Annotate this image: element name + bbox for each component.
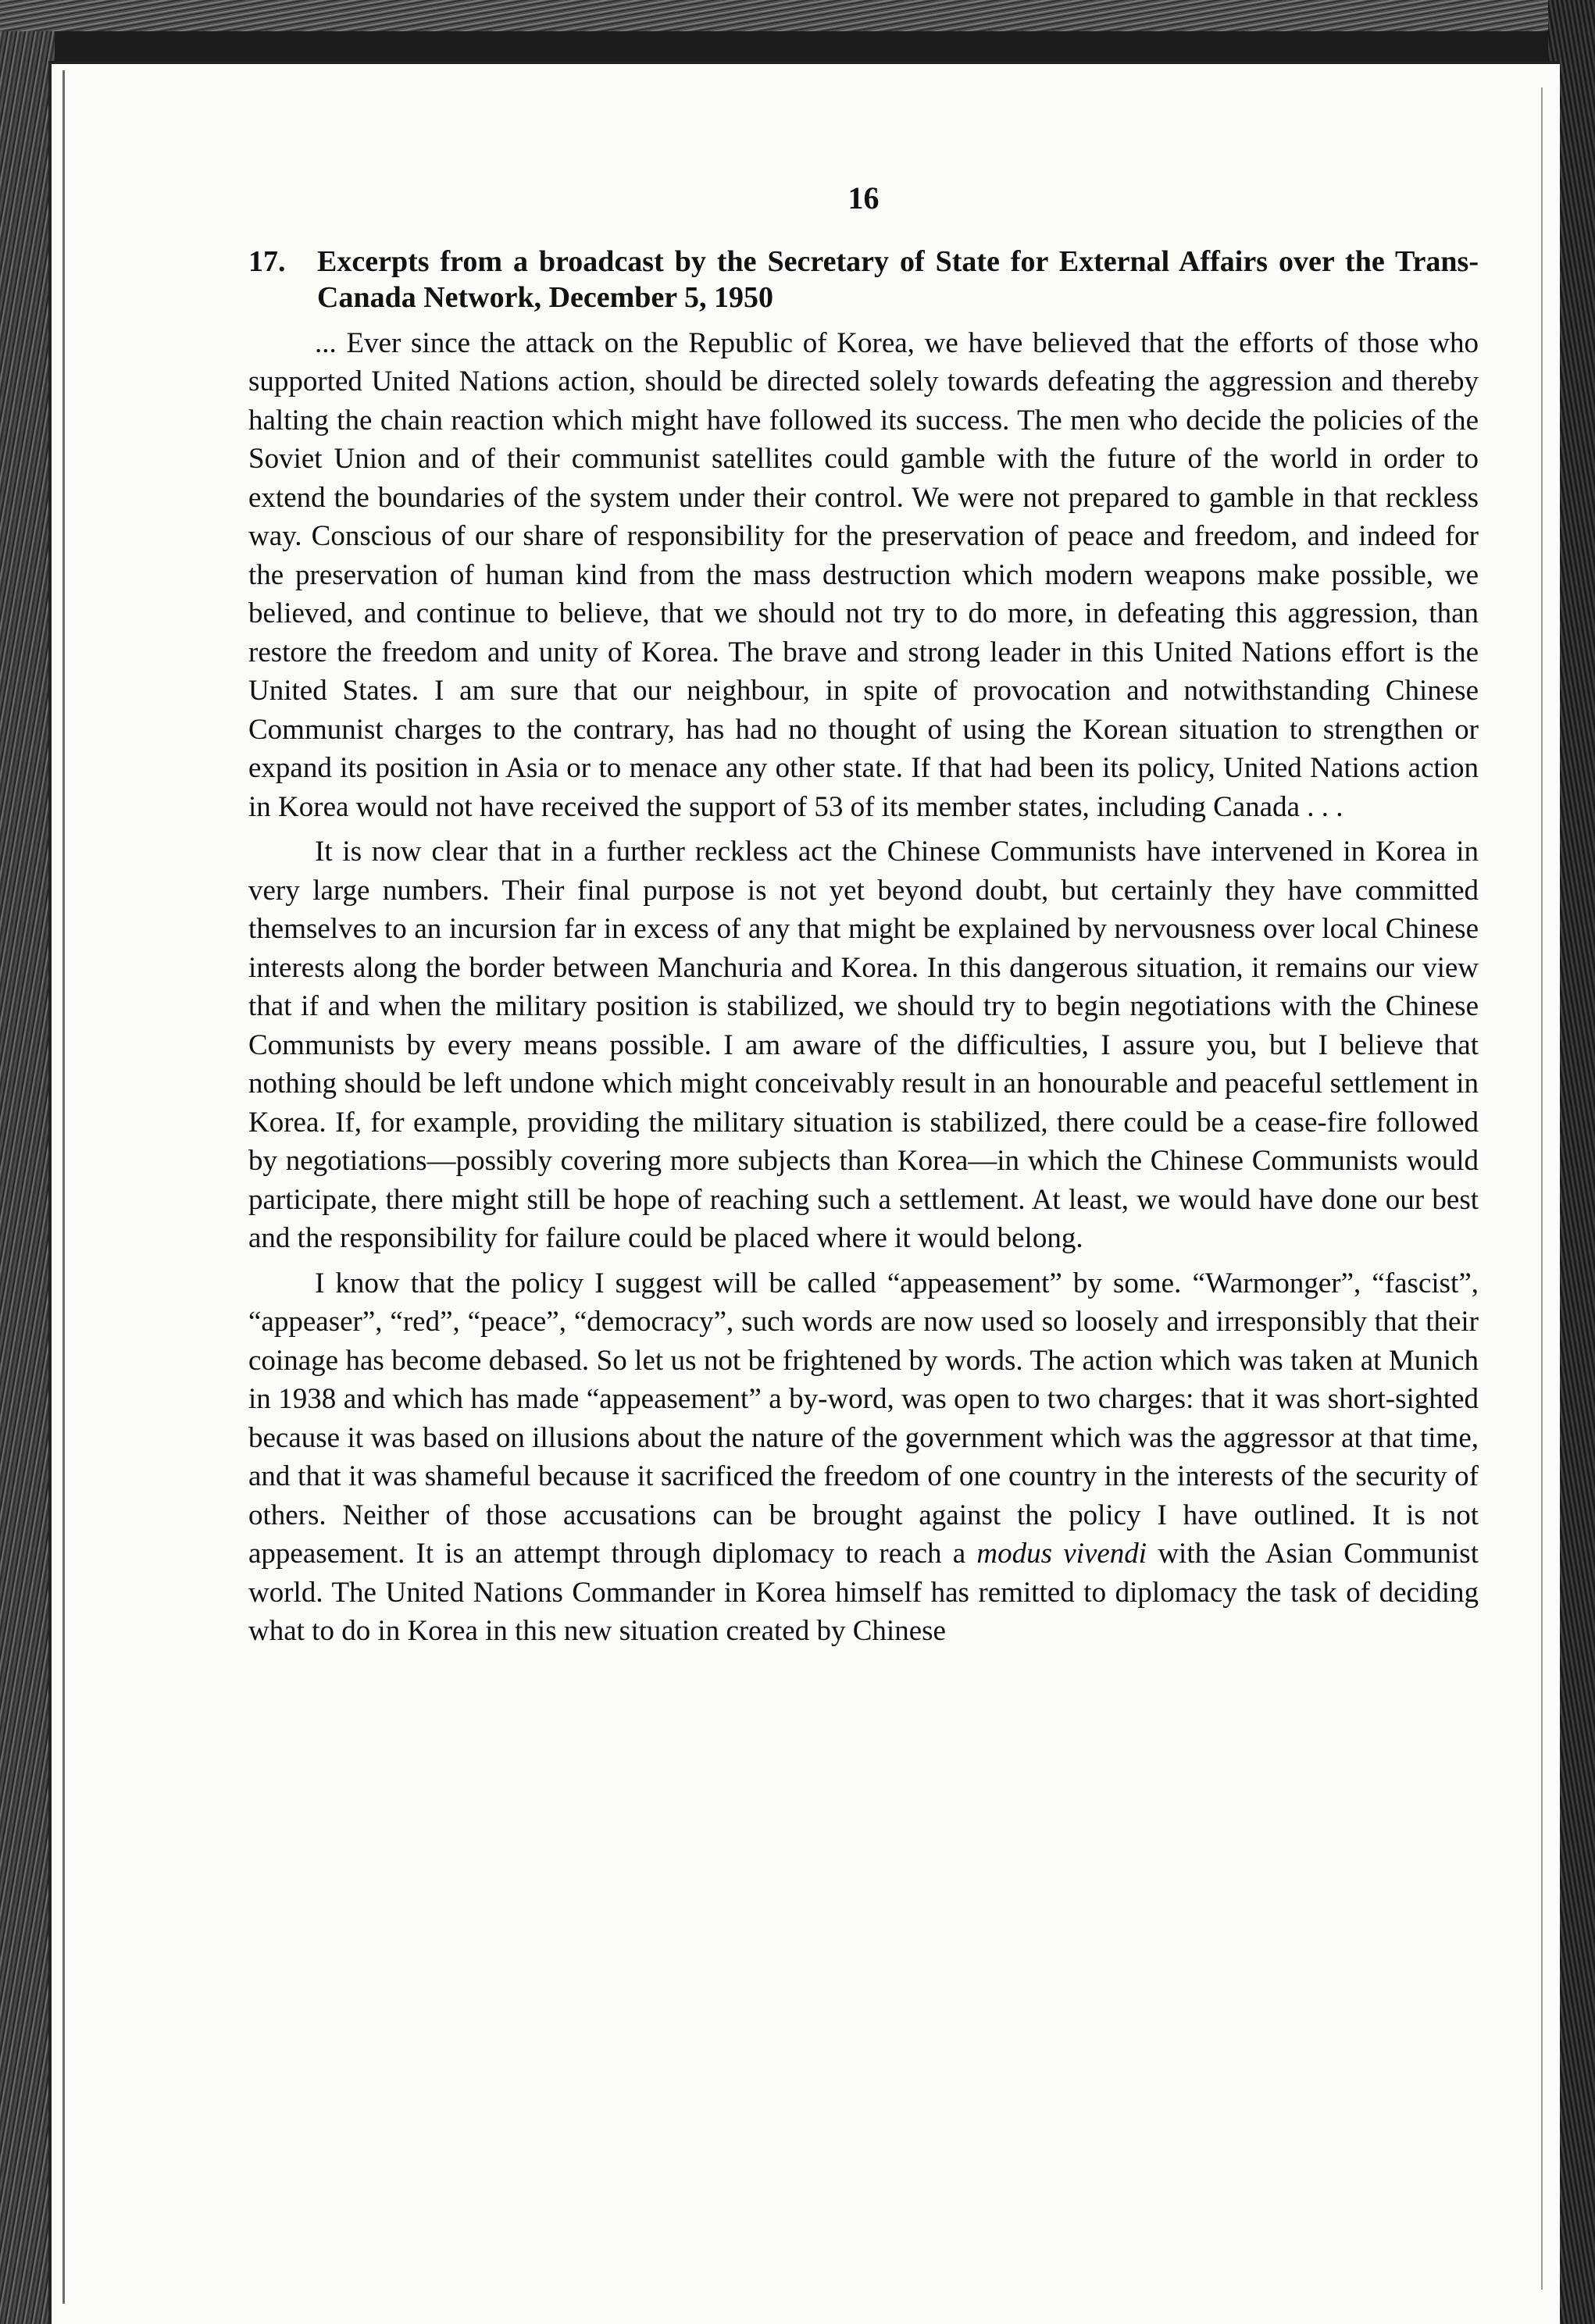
page-margin-line-right bbox=[1541, 87, 1543, 2290]
italic-phrase: modus vivendi bbox=[976, 1538, 1147, 1570]
page-margin-line bbox=[62, 70, 65, 2304]
section-title: Excerpts from a broadcast by the Secretary of State for External Affairs over the Trans-Canada Network, December 5, 1950 bbox=[317, 245, 1479, 315]
paragraph-1: ... Ever since the attack on the Republic of Korea, we have believed that the efforts of those who supported United Nations action, should be directed solely towards defeating the aggression and thereby halting the chain reaction which might have followed its success. The men who decide the policies of the Soviet Union and of their communist satellites could gamble with the future of the world in order to extend the boundaries of the system under their control. We were not prepared to gamble in that reckless way. Conscious of our share of responsibility for the preservation of peace and freedom, and indeed for the preservation of human kind from the mass destruction which modern weapons make possible, we believed, and continue to believe, that we should not try to do more, in defeating this aggression, than restore the freedom and unity of Korea. The brave and strong leader in this United Nations effort is the United States. I am sure that our neighbour, in spite of provocation and notwithstanding Chinese Communist charges to the contrary, has had no thought of using the Korean situation to strengthen or expand its position in Asia or to menace any other state. If that had been its policy, United Nations action in Korea would not have received the support of 53 of its member states, including Canada . . . bbox=[248, 326, 1479, 823]
page-number: 16 bbox=[847, 180, 880, 216]
paragraph-3: I know that the policy I suggest will be called “appeasement” by some. “Warmonger”, “fascist”, “appeaser”, “red”, “peace”, “democracy”, such words are now used so loosely and irresponsibly that their coinage has become debased. So let us not be frightened by words. The action which was taken at Munich in 1938 and which has made “appeasement” a by-word, was open to two charges: that it was short-sighted because it was based on illusions about the nature of the government which was the aggressor at that time, and that it was shameful because it sacrificed the freedom of one country in the interests of the security of others. Neither of those accusations can be brought against the policy I have outlined. It is not appeasement. It is an attempt through diplomacy to reach a modus vivendi with the Asian Communist world. The United Nations Commander in Korea himself has remitted to diplomacy the task of deciding what to do in Korea in this new situation created by Chinese bbox=[248, 1267, 1479, 1648]
section-heading bbox=[248, 244, 1479, 316]
section-number: 17. bbox=[248, 245, 286, 278]
document-page bbox=[48, 61, 1560, 2324]
scan-edge-left bbox=[0, 0, 55, 2324]
page-content bbox=[248, 181, 1479, 1657]
paragraph-2: It is now clear that in a further reckless act the Chinese Communists have intervened in Korea in very large numbers. Their final purpose is not yet beyond doubt, but certainly they have committed themselves to an incursion far in excess of any that might be explained by nervousness over local Chinese interests along the border between Manchuria and Korea. In this dangerous situation, it remains our view that if and when the military position is stabilized, we should try to begin negotiations with the Chinese Communists by every means possible. I am aware of the difficulties, I assure you, but I believe that nothing should be left undone which might conceivably result in an honourable and peaceful settlement in Korea. If, for example, providing the military situation is stabilized, there could be a cease-fire followed by negotiations—possibly covering more subjects than Korea—in which the Chinese Communists would participate, there might still be hope of reaching such a settlement. At least, we would have done our best and the responsibility for failure could be placed where it would belong. bbox=[248, 836, 1479, 1255]
scan-edge-top bbox=[0, 0, 1595, 31]
